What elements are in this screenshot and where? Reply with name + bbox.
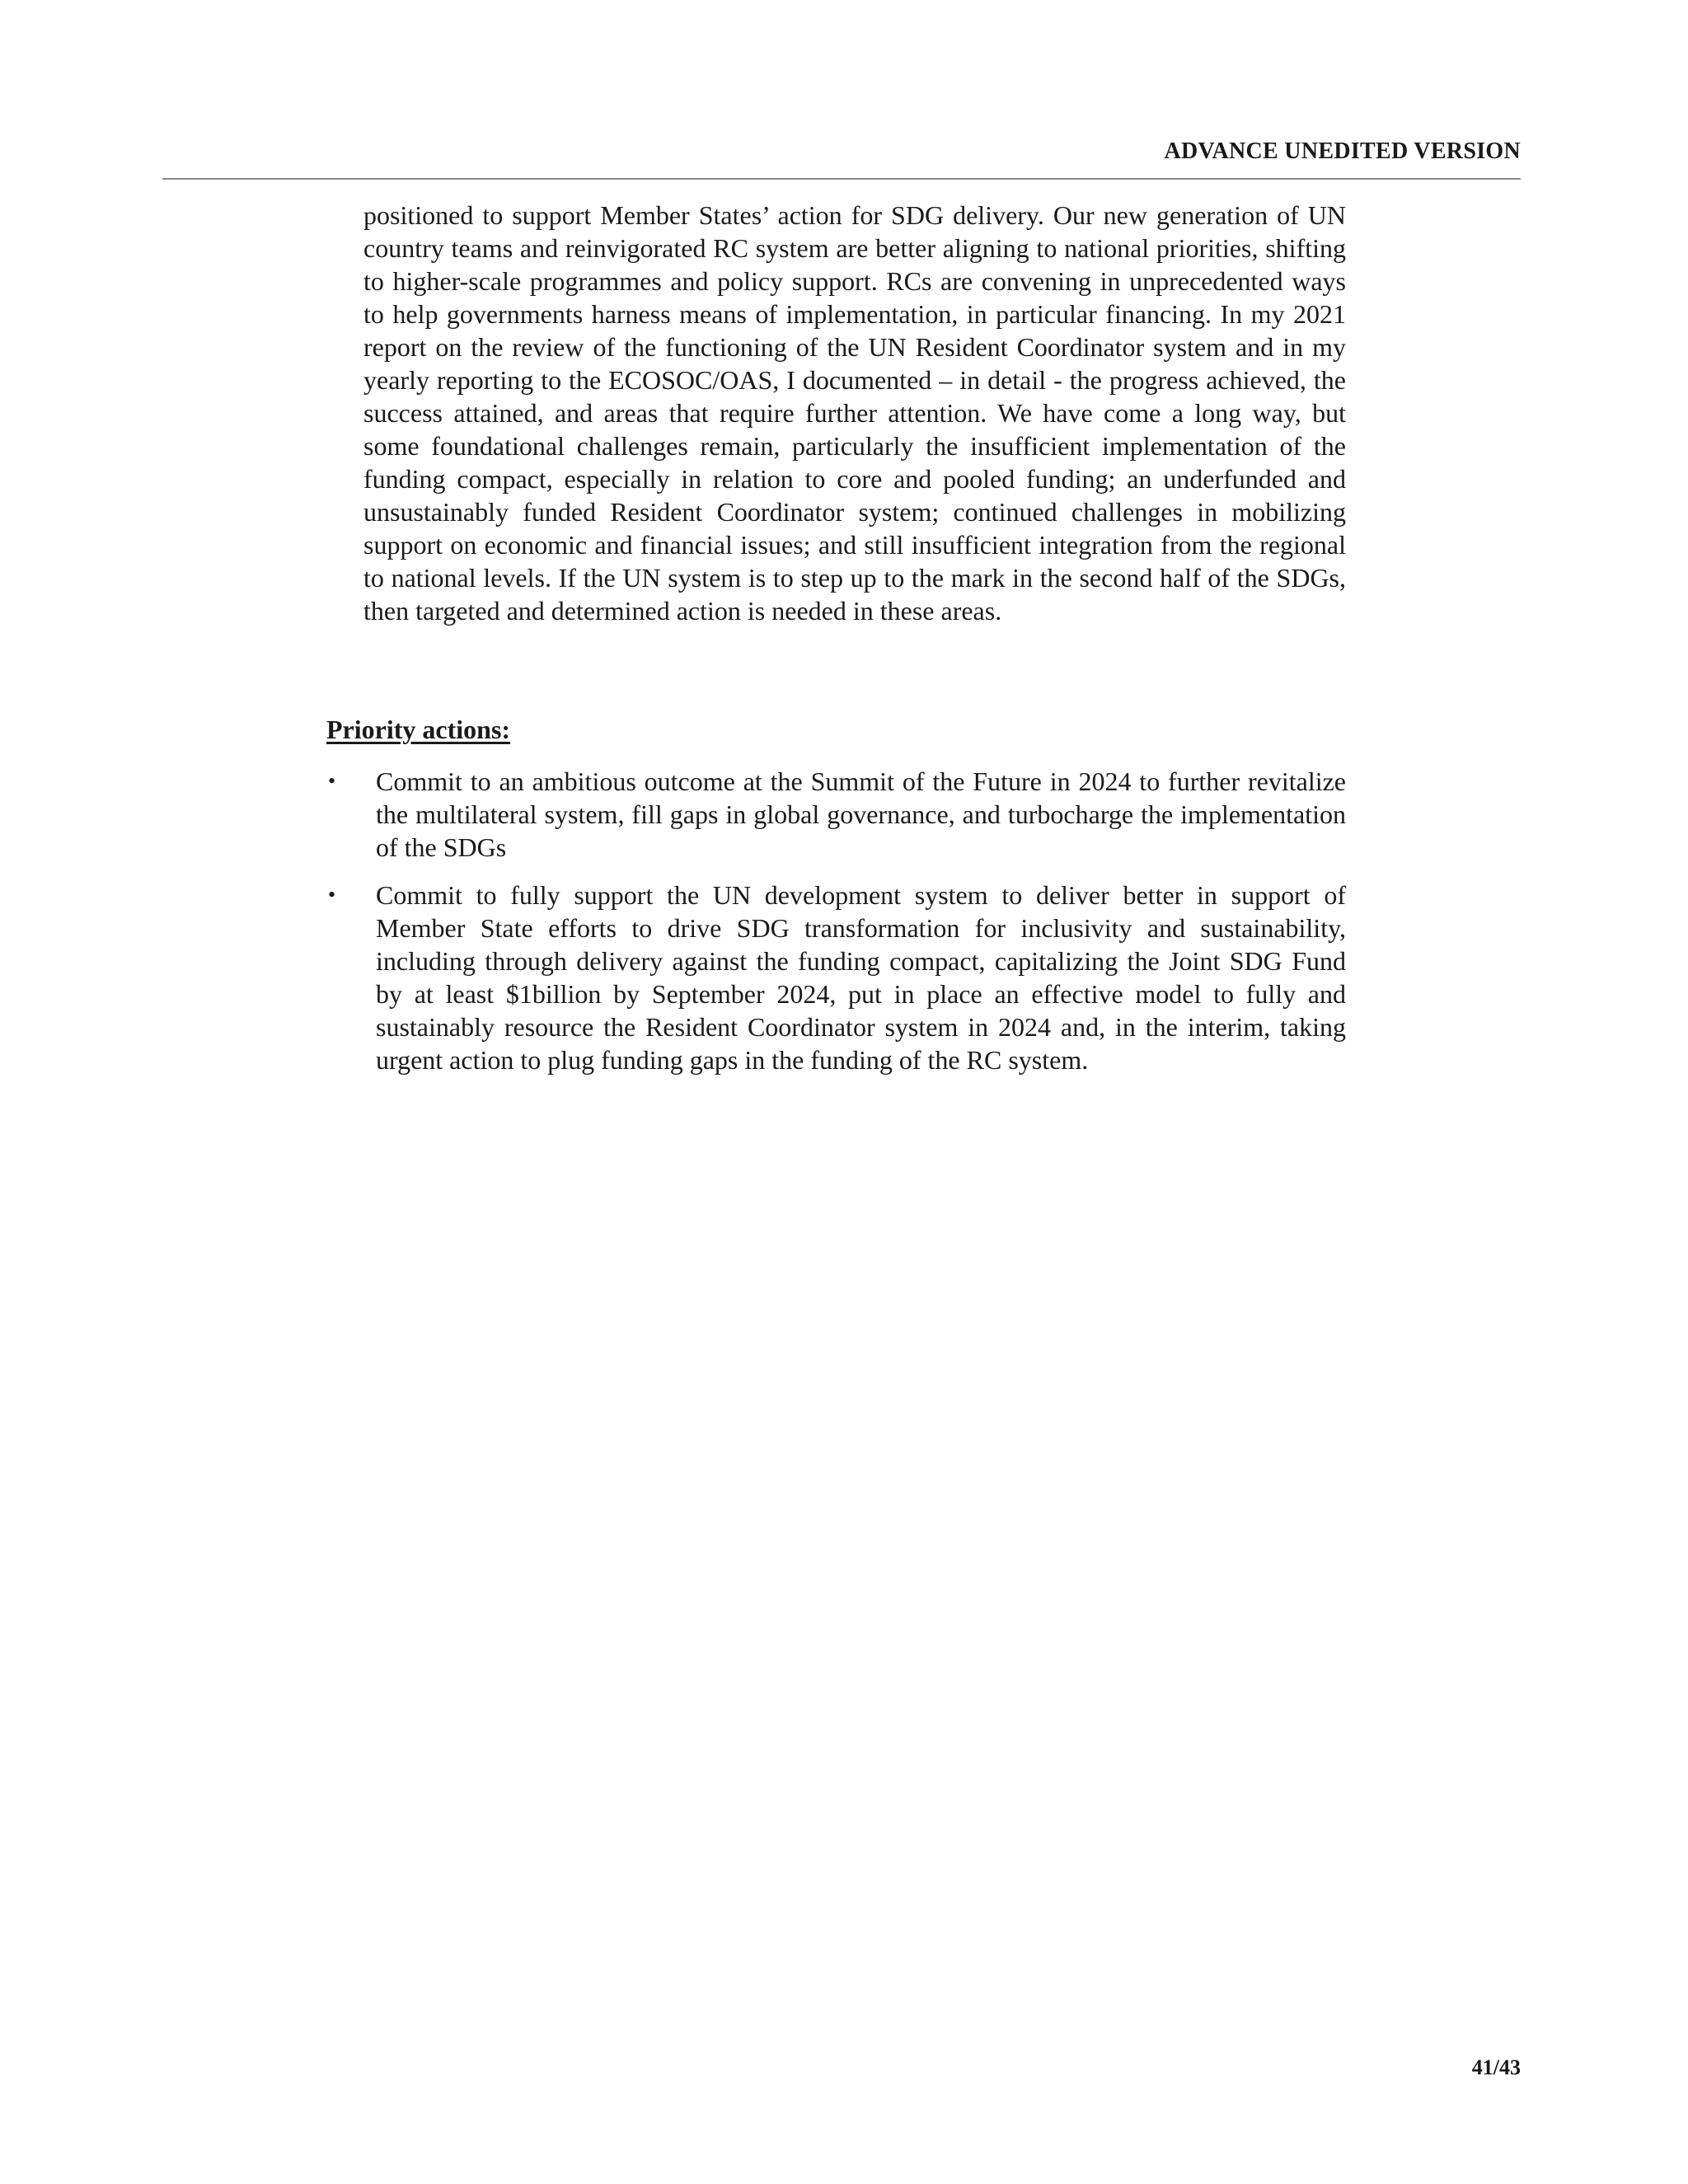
list-item-text: Commit to an ambitious outcome at the Summit of the Future in 2024 to further revitalize the multilateral system, fill gaps in global governance, and turbocharge the implementation of the SDGs [376,766,1346,862]
priority-actions-heading: Priority actions: [326,715,511,744]
list-item [326,765,1346,864]
list-item [326,879,1346,1076]
bullet-icon: • [328,769,336,793]
header-label: ADVANCE UNEDITED VERSION [1164,138,1521,164]
priority-actions-list [326,765,1346,1091]
body-content [363,199,1346,627]
page-header [162,138,1521,180]
list-item-text: Commit to fully support the UN development system to deliver better in support of Member State efforts to drive SDG transformation for inclusivity and sustainability, including through delivery against the funding compact, capitalizing the Joint SDG Fund by at least $1billion by September 2024, put in place an effective model to fully and sustainably resource the Resident Coordinator system in 2024 and, in the interim, taking urgent action to plug funding gaps in the funding of the RC system. [376,880,1346,1075]
page-number: 41/43 [1471,2055,1521,2079]
body-paragraph: positioned to support Member States’ action for SDG delivery. Our new generation of UN country teams and reinvigorated RC system are better aligning to national priorities, shifting to higher-scale programmes and policy support. RCs are convening in unprecedented ways to help governments harness means of implementation, in particular financing. In my 2021 report on the review of the functioning of the UN Resident Coordinator system and in my yearly reporting to the ECOSOC/OAS, I documented – in detail - the progress achieved, the success attained, and areas that require further attention. We have come a long way, but some foundational challenges remain, particularly the insufficient implementation of the funding compact, especially in relation to core and pooled funding; an underfunded and unsustainably funded Resident Coordinator system; continued challenges in mobilizing support on economic and financial issues; and still insufficient integration from the regional to national levels. If the UN system is to step up to the mark in the second half of the SDGs, then targeted and determined action is needed in these areas. [363,200,1346,626]
bullet-icon: • [328,883,336,907]
